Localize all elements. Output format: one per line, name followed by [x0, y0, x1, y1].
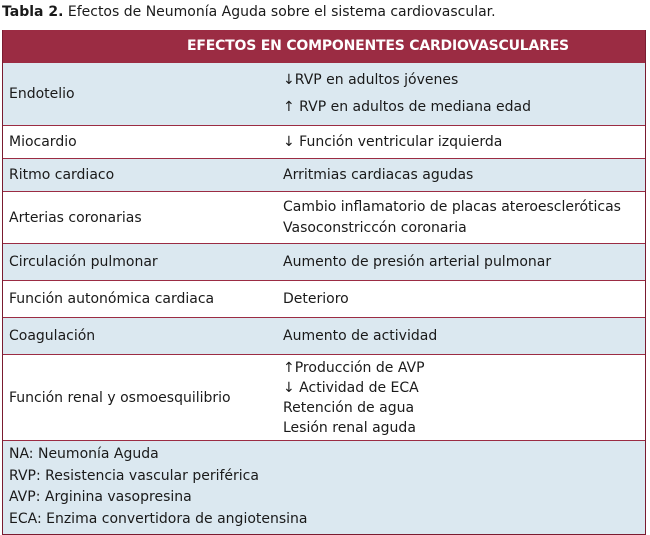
effect-line: ↑Producción de AVP [283, 359, 425, 376]
table-row [3, 158, 645, 191]
effect-cell [275, 67, 645, 121]
effect-line: ↓ Función ventricular izquierda [283, 134, 503, 150]
effect-line: Vasoconstriccón coronaria [283, 219, 467, 236]
effect-line: Lesión renal aguda [283, 419, 416, 436]
component-cell: Endotelio [9, 86, 75, 102]
component-cell: Función autonómica cardiaca [9, 291, 215, 307]
effect-line: Deterioro [283, 291, 349, 307]
component-cell: Coagulación [9, 328, 96, 344]
table-row [3, 354, 645, 440]
effect-line: ↓ Actividad de ECA [283, 379, 419, 396]
effect-cell [275, 291, 645, 307]
caption-label: Tabla 2. [2, 4, 64, 20]
effect-line: Aumento de presión arterial pulmonar [283, 254, 552, 270]
effect-line: ↑ RVP en adultos de mediana edad [283, 99, 532, 115]
table-row [3, 317, 645, 354]
table-header: EFECTOS EN COMPONENTES CARDIOVASCULARES [3, 30, 645, 62]
effect-cell [275, 167, 645, 183]
cardiovascular-effects-table [2, 30, 646, 535]
effect-line: Arritmias cardiacas agudas [283, 167, 474, 183]
effect-cell [275, 134, 645, 150]
caption-text: Efectos de Neumonía Aguda sobre el sistema cardiovascular. [67, 4, 496, 20]
effect-line: Retención de agua [283, 399, 415, 416]
footnote: ECA: Enzima convertidora de angiotensina [9, 510, 308, 527]
component-cell: Arterias coronarias [9, 209, 142, 226]
effect-cell [275, 254, 645, 270]
component-cell: Ritmo cardiaco [9, 167, 115, 183]
component-cell: Circulación pulmonar [9, 254, 158, 270]
effect-line: ↓RVP en adultos jóvenes [283, 72, 459, 88]
effect-cell [275, 358, 645, 438]
table-caption [2, 3, 496, 21]
effect-cell [275, 328, 645, 344]
table-row [3, 243, 645, 280]
footnote: RVP: Resistencia vascular periférica [9, 467, 259, 484]
effect-line: Cambio inflamatorio de placas ateroescleróticas [283, 198, 621, 215]
effect-line: Aumento de actividad [283, 328, 438, 344]
table-row [3, 62, 645, 125]
table-footnotes [3, 440, 645, 534]
component-cell: Función renal y osmoesquilibrio [9, 389, 231, 406]
footnote: NA: Neumonía Aguda [9, 446, 159, 462]
component-cell: Miocardio [9, 134, 77, 150]
table-row [3, 280, 645, 317]
footnote: AVP: Arginina vasopresina [9, 489, 192, 505]
effect-cell [275, 197, 645, 239]
table-row [3, 191, 645, 243]
table-row [3, 125, 645, 158]
